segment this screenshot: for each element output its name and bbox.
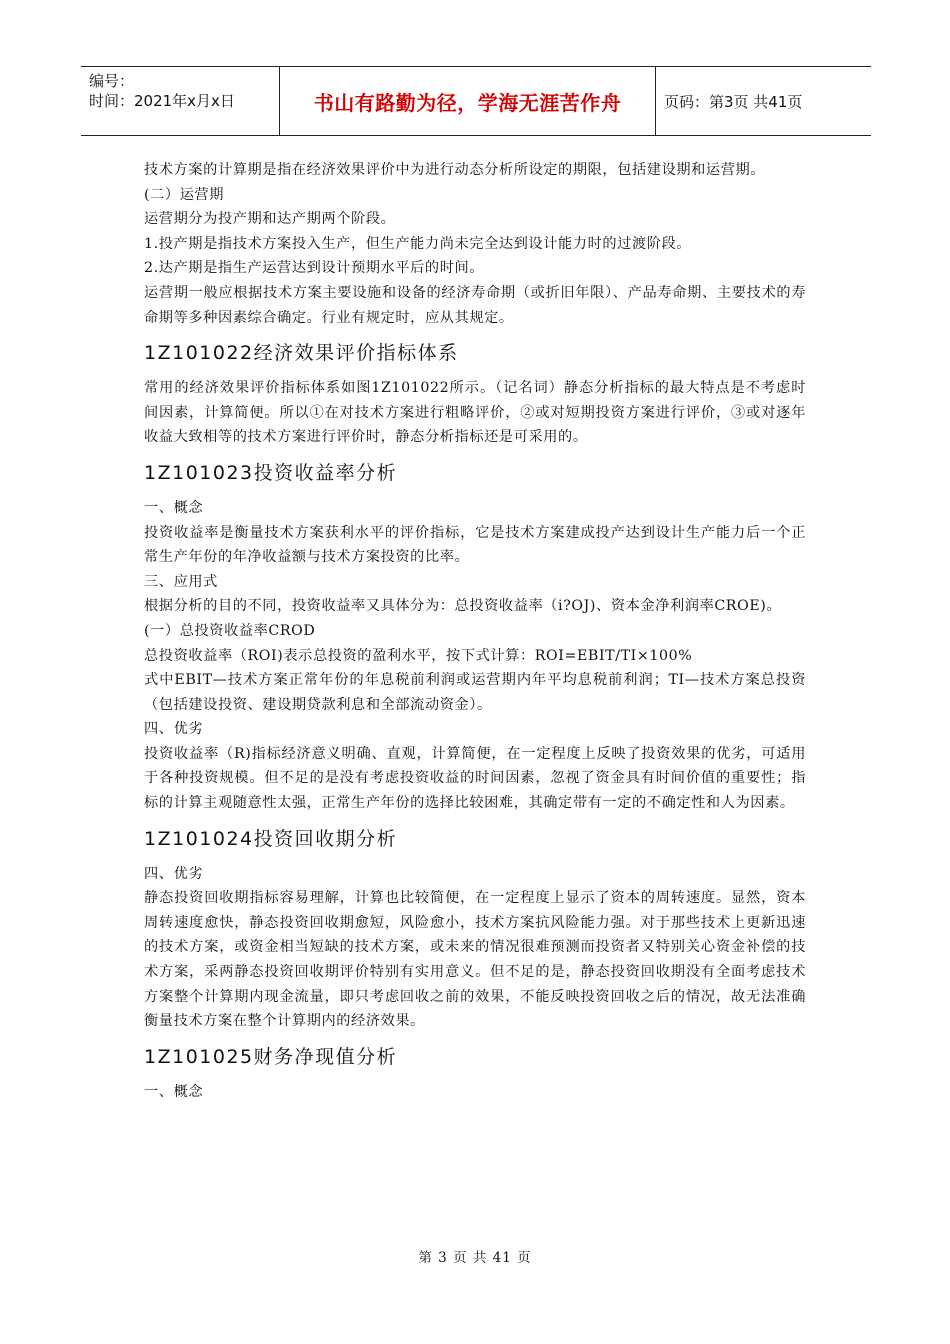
body-paragraph: 1.投产期是指技术方案投入生产，但生产能力尚未完全达到设计能力时的过渡阶段。 (144, 235, 692, 252)
body-paragraph: 一、概念 (144, 1083, 204, 1100)
body-paragraph: 技术方案的计算期是指在经济效果评价中为进行动态分析所设定的期限，包括建设期和运营期。 (144, 162, 766, 178)
body-paragraph: (二）运营期 (144, 186, 225, 203)
section-heading: 1Z101024投资回收期分析 (144, 827, 398, 850)
section-heading: 1Z101022经济效果评价指标体系 (144, 342, 459, 365)
body-paragraph: 常用的经济效果评价指标体系如图1Z101022所示。（记名词）静态分析指标的最大特点是不考虑时间因素，计算简便。所以①在对技术方案进行粗略评价，②或对短期投资方案进行评价，③或对逐年收益大致相等的技术方案进行评价时，静态分析指标还是可采用的。 (144, 380, 806, 446)
page-footer: 第 3 页 共 41 页 (418, 1250, 532, 1266)
body-paragraph: 根据分析的目的不同，投资收益率又具体分为：总投资收益率（i?OJ)、资本金净利润率CROE)。 (144, 598, 782, 615)
document-date: 时间：2021年x月x日 (89, 92, 235, 110)
body-paragraph: 四、优劣 (144, 721, 204, 738)
body-paragraph: 运营期一般应根据技术方案主要设施和设备的经济寿命期（或折旧年限）、产品寿命期、主要技术的寿命期等多种因素综合确定。行业有规定时，应从其规定。 (144, 284, 806, 326)
body-paragraph: 总投资收益率（ROI)表示总投资的盈利水平，按下式计算：ROI=EBIT/TI×100% (144, 647, 693, 664)
document-number-label: 编号： (89, 72, 135, 90)
body-paragraph: 式中EBIT—技术方案正常年份的年息税前利润或运营期内年平均息税前利润；TI—技术方案总投资（包括建设投资、建设期贷款利息和全部流动资金）。 (144, 672, 806, 713)
body-paragraph: (一）总投资收益率CROD (144, 622, 316, 639)
header-motto: 书山有路勤为径，学海无涯苦作舟 (280, 67, 656, 135)
body-paragraph: 一、概念 (144, 499, 204, 516)
body-paragraph: 投资收益率（R)指标经济意义明确、直观，计算简便，在一定程度上反映了投资效果的优劣，可适用于各种投资规模。但不足的是没有考虑投资收益的时间因素，忽视了资金具有时间价值的重要性；指标的计算主观随意性太强，正常生产年份的选择比较困难，其确定带有一定的不确定性和人为因素。 (144, 745, 806, 812)
section-heading: 1Z101025财务净现值分析 (144, 1045, 398, 1068)
header-meta (81, 67, 280, 135)
body-paragraph: 四、优劣 (144, 865, 204, 882)
page-header (81, 66, 871, 136)
header-page-number: 页码：第3页 共41页 (664, 92, 803, 111)
body-paragraph: 运营期分为投产期和达产期两个阶段。 (144, 211, 396, 228)
body-paragraph: 2.达产期是指生产运营达到设计预期水平后的时间。 (144, 260, 485, 277)
body-paragraph: 静态投资回收期指标容易理解，计算也比较简便，在一定程度上显示了资本的周转速度。显然，资本周转速度愈快，静态投资回收期愈短，风险愈小，技术方案抗风险能力强。对于那些技术上更新迅速的技术方案，或资金相当短缺的技术方案，或未来的情况很难预测而投资者又特别关心资金补偿的技术方案，采两静态投资回收期评价特别有实用意义。但不足的是，静态投资回收期没有全面考虑技术方案整个计算期内现金流量，即只考虑回收之前的效果，不能反映投资回收之后的情况，故无法准确衡量技术方案在整个计算期内的经济效果。 (144, 890, 806, 1030)
document-body (144, 158, 806, 1104)
section-heading: 1Z101023投资收益率分析 (144, 461, 398, 484)
body-paragraph: 投资收益率是衡量技术方案获利水平的评价指标，它是技术方案建成投产达到设计生产能力后一个正常生产年份的年净收益额与技术方案投资的比率。 (144, 524, 806, 566)
body-paragraph: 三、应用式 (144, 573, 218, 590)
